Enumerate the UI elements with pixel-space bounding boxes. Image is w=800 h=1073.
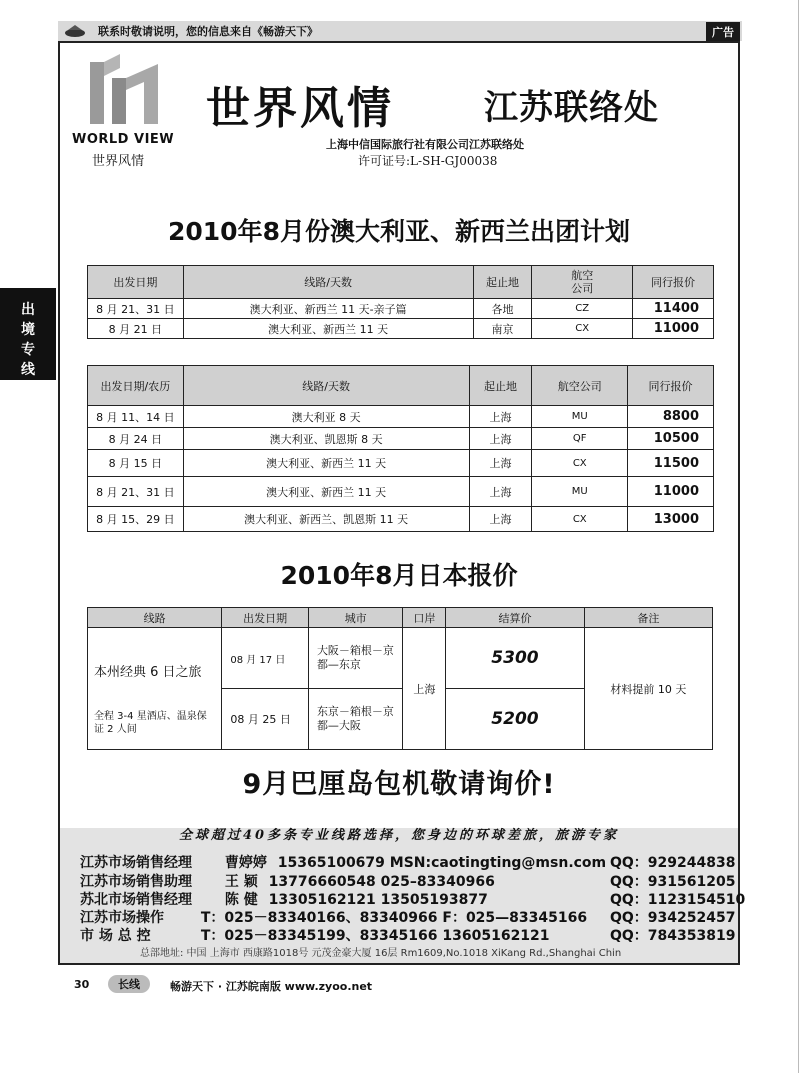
table-header: 起止地 bbox=[469, 366, 532, 406]
contact-note: 联系时敬请说明，您的信息来自《畅游天下》 bbox=[98, 25, 318, 38]
contact-title: 江苏市场销售经理 bbox=[80, 855, 192, 871]
origin-cell: 各地 bbox=[473, 299, 532, 319]
table-header: 结算价 bbox=[446, 608, 584, 628]
price-cell: 11500 bbox=[628, 450, 714, 477]
date-cell: 08 月 17 日 bbox=[222, 628, 309, 689]
brand-english: WORLD VIEW bbox=[72, 132, 175, 147]
airline-cell: QF bbox=[532, 428, 628, 450]
table-header: 起止地 bbox=[473, 266, 532, 299]
table-row bbox=[88, 299, 714, 319]
route-cell: 澳大利亚、新西兰 11 天 bbox=[183, 450, 469, 477]
date-cell: 8 月 15、29 日 bbox=[88, 507, 184, 532]
airline-cell: CX bbox=[532, 507, 628, 532]
table-row bbox=[88, 628, 713, 689]
date-cell: 8 月 11、14 日 bbox=[88, 406, 184, 428]
contact-qq: QQ：934252457 bbox=[610, 910, 736, 926]
contact-info: T：025－83340166、83340966 F：025—83345166 bbox=[200, 910, 588, 926]
route-cell: 澳大利亚、凯恩斯 8 天 bbox=[183, 428, 469, 450]
origin-cell: 上海 bbox=[469, 507, 532, 532]
date-cell: 8 月 21、31 日 bbox=[88, 477, 184, 507]
route-cell: 澳大利亚、新西兰、凯恩斯 11 天 bbox=[183, 507, 469, 532]
table-header: 航空 公司 bbox=[532, 266, 633, 299]
hq-address: 总部地址: 中国 上海市 西康路1018号 元茂金豪大厦 16层 Rm1609,No.1018 XiKang Rd.,Shanghai Chin bbox=[140, 948, 622, 959]
company-name: 上海中信国际旅行社有限公司江苏联络处 bbox=[326, 138, 524, 151]
side-tab-char: 专 bbox=[21, 342, 35, 358]
origin-cell: 南京 bbox=[473, 319, 532, 339]
table-header: 出发日期 bbox=[88, 266, 184, 299]
top-bar bbox=[58, 21, 742, 41]
contact-name: 陈 健 bbox=[224, 892, 258, 908]
table-row bbox=[88, 428, 714, 450]
airline-cell: CZ bbox=[532, 299, 633, 319]
table-header: 线路/天数 bbox=[183, 266, 473, 299]
route-name: 本州经典 6 日之旅 bbox=[94, 665, 202, 680]
contact-qq: QQ：1123154510 bbox=[610, 892, 746, 908]
section-badge: 长线 bbox=[108, 975, 150, 993]
license-number: 许可证号:L-SH-GJ00038 bbox=[358, 154, 498, 168]
airline-cell: MU bbox=[532, 406, 628, 428]
date-cell: 08 月 25 日 bbox=[222, 689, 309, 750]
airline-cell: CX bbox=[532, 319, 633, 339]
table-row bbox=[88, 477, 714, 507]
table-header: 航空公司 bbox=[532, 366, 628, 406]
contact-qq: QQ：929244838 bbox=[610, 855, 736, 871]
side-tab-char: 境 bbox=[21, 322, 35, 338]
price-cell: 10500 bbox=[628, 428, 714, 450]
table-row bbox=[88, 319, 714, 339]
side-tab-char: 出 bbox=[21, 302, 35, 318]
australia-table-1 bbox=[87, 265, 714, 339]
origin-cell: 上海 bbox=[469, 406, 532, 428]
table-header: 口岸 bbox=[403, 608, 446, 628]
contact-info: 13305162121 13505193877 bbox=[268, 892, 488, 908]
publication-footer: 畅游天下 · 江苏皖南版 www.zyoo.net bbox=[170, 980, 373, 993]
table-header: 同行报价 bbox=[633, 266, 714, 299]
japan-table bbox=[87, 607, 713, 750]
date-cell: 8 月 24 日 bbox=[88, 428, 184, 450]
table-row bbox=[88, 507, 714, 532]
route-cell: 澳大利亚、新西兰 11 天-亲子篇 bbox=[183, 299, 473, 319]
airline-cell: CX bbox=[532, 450, 628, 477]
world-view-logo-icon bbox=[90, 54, 158, 124]
contact-name: 王 颖 bbox=[224, 874, 258, 890]
date-cell: 8 月 15 日 bbox=[88, 450, 184, 477]
office-title: 江苏联络处 bbox=[484, 88, 659, 128]
contact-title: 市 场 总 控 bbox=[80, 928, 151, 944]
table-row bbox=[88, 406, 714, 428]
side-tab-char: 线 bbox=[21, 362, 35, 378]
price-cell: 8800 bbox=[628, 406, 714, 428]
contact-info: 15365100679 MSN:caotingting@msn.com bbox=[277, 855, 607, 871]
airline-cell: MU bbox=[532, 477, 628, 507]
slogan: 全球超过40多条专业线路选择，您身边的环球差旅，旅游专家 bbox=[178, 828, 620, 843]
price-cell: 13000 bbox=[628, 507, 714, 532]
bali-charter-notice: 9月巴厘岛包机敬请询价! bbox=[242, 769, 556, 800]
contact-name: 曹婷婷 bbox=[224, 855, 267, 871]
ad-badge: 广告 bbox=[706, 22, 740, 42]
contact-title: 苏北市场销售经理 bbox=[80, 892, 192, 908]
contact-info: T：025－83345199、83345166 13605162121 bbox=[200, 928, 550, 944]
contact-title: 江苏市场销售助理 bbox=[80, 874, 192, 890]
contact-qq: QQ：931561205 bbox=[610, 874, 736, 890]
contact-qq: QQ：784353819 bbox=[610, 928, 736, 944]
table-header: 出发日期 bbox=[222, 608, 309, 628]
table-header: 线路 bbox=[88, 608, 222, 628]
route-cell: 澳大利亚、新西兰 11 天 bbox=[183, 319, 473, 339]
city-cell: 大阪－箱根－京都—东京 bbox=[308, 628, 403, 689]
origin-cell: 上海 bbox=[469, 450, 532, 477]
publication-logo-icon bbox=[64, 24, 86, 38]
date-cell: 8 月 21、31 日 bbox=[88, 299, 184, 319]
route-note: 全程 3-4 星酒店、温泉保证 2 人间 bbox=[94, 711, 207, 735]
table-header: 线路/天数 bbox=[183, 366, 469, 406]
contact-row bbox=[80, 852, 736, 872]
price-cell: 11400 bbox=[633, 299, 714, 319]
contact-row bbox=[80, 907, 736, 927]
table-header: 同行报价 bbox=[628, 366, 714, 406]
contact-info: 13776660548 025–83340966 bbox=[268, 874, 495, 890]
origin-cell: 上海 bbox=[469, 428, 532, 450]
page-number: 30 bbox=[74, 978, 90, 991]
main-title: 世界风情 bbox=[206, 83, 394, 134]
section-title-japan: 2010年8月日本报价 bbox=[280, 561, 518, 590]
city-cell: 东京－箱根－京都—大阪 bbox=[308, 689, 403, 750]
price-cell: 5200 bbox=[446, 689, 584, 750]
brand-chinese: 世界风情 bbox=[92, 154, 145, 169]
route-cell: 澳大利亚 8 天 bbox=[183, 406, 469, 428]
remark-cell: 材料提前 10 天 bbox=[584, 628, 712, 750]
price-cell: 5300 bbox=[446, 628, 584, 689]
table-header: 备注 bbox=[584, 608, 712, 628]
contact-row bbox=[80, 889, 746, 909]
price-cell: 11000 bbox=[633, 319, 714, 339]
page-edge bbox=[798, 0, 799, 1073]
australia-table-2 bbox=[87, 365, 714, 532]
origin-cell: 上海 bbox=[469, 477, 532, 507]
table-row bbox=[88, 450, 714, 477]
price-cell: 11000 bbox=[628, 477, 714, 507]
contact-title: 江苏市场操作 bbox=[80, 910, 164, 926]
section-title-australia: 2010年8月份澳大利亚、新西兰出团计划 bbox=[168, 217, 630, 246]
contact-row bbox=[80, 871, 736, 891]
table-header: 城市 bbox=[308, 608, 403, 628]
route-cell bbox=[88, 628, 222, 750]
route-cell: 澳大利亚、新西兰 11 天 bbox=[183, 477, 469, 507]
date-cell: 8 月 21 日 bbox=[88, 319, 184, 339]
side-tab bbox=[0, 288, 56, 380]
port-cell: 上海 bbox=[403, 628, 446, 750]
table-header: 出发日期/农历 bbox=[88, 366, 184, 406]
contact-row bbox=[80, 925, 736, 945]
